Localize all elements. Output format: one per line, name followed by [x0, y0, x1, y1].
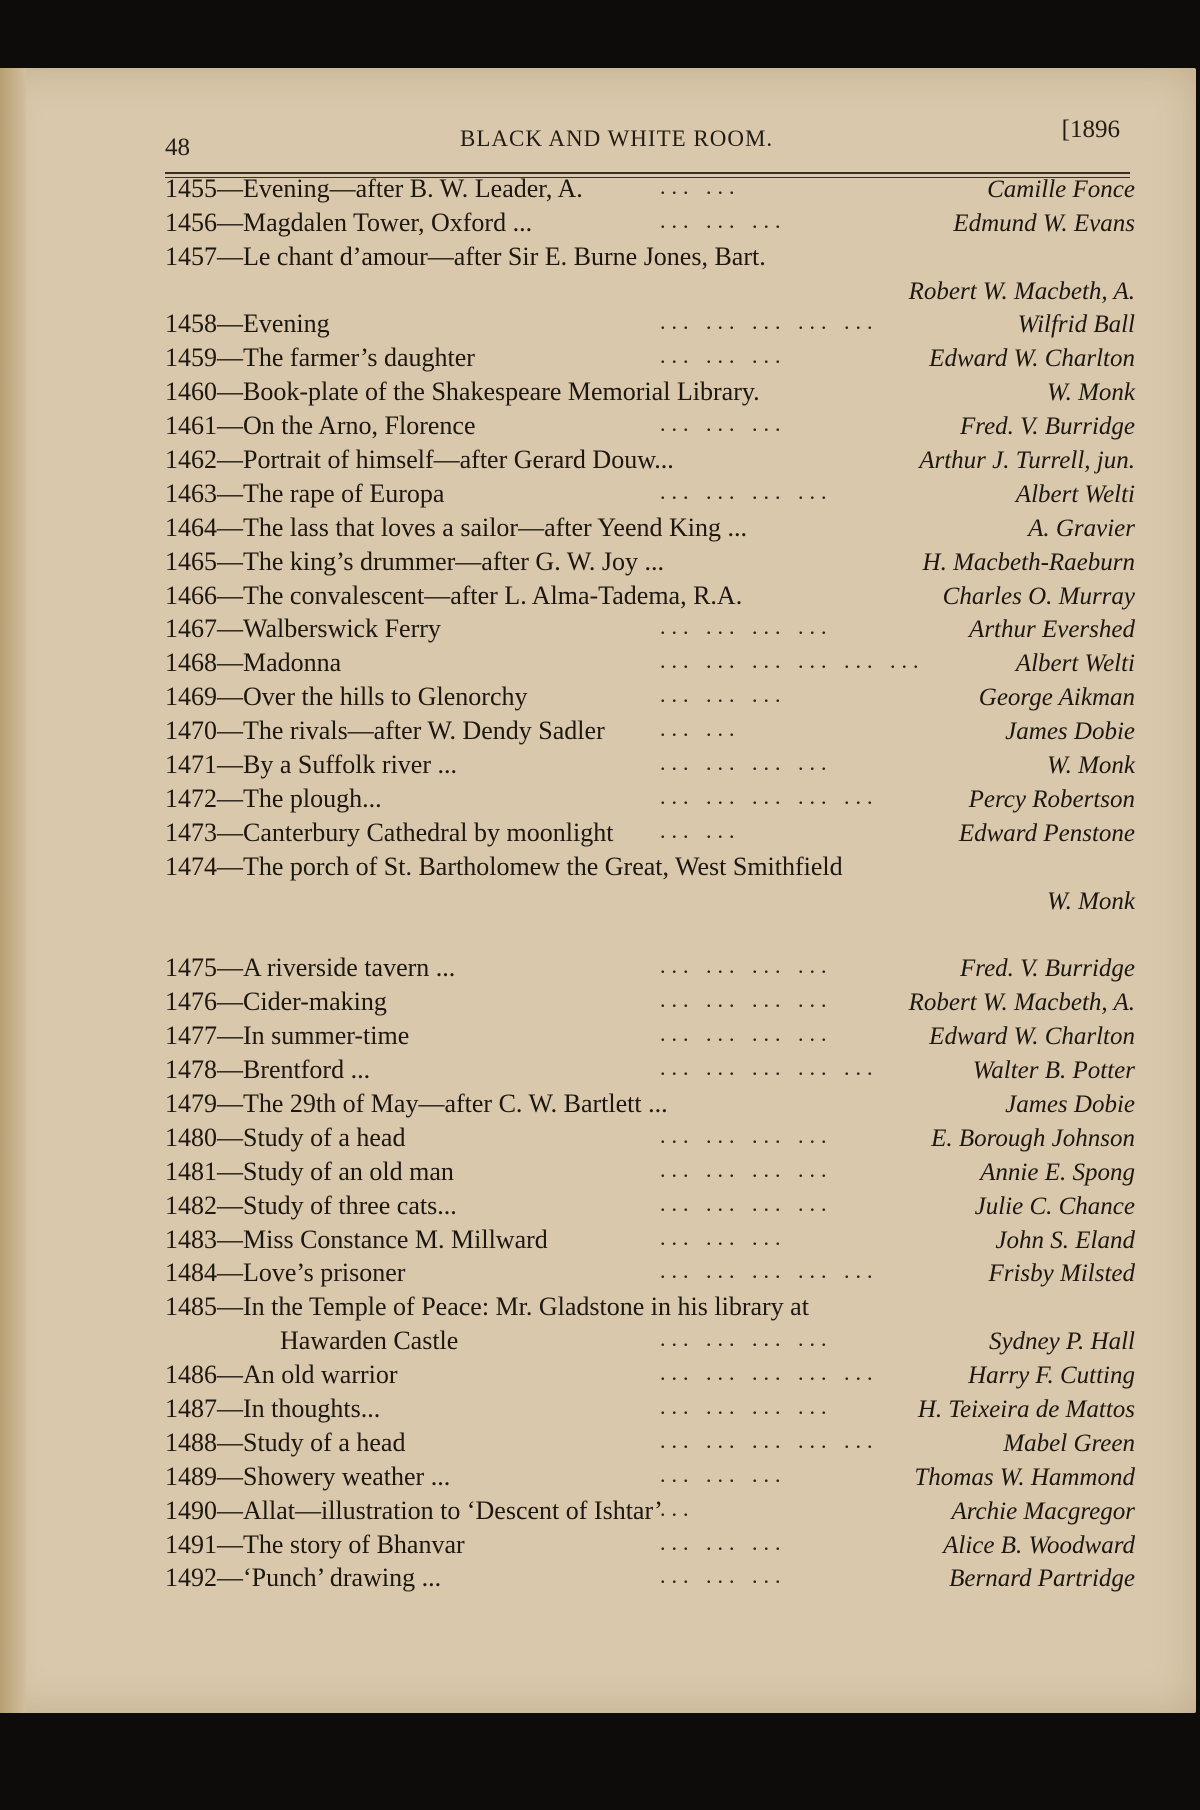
entry-artist: James Dobie — [1005, 1090, 1135, 1118]
catalogue-entry — [165, 308, 1135, 342]
leader-dots: ... ... ... — [660, 207, 787, 233]
entry-title: 1486—An old warrior — [165, 1360, 398, 1390]
leader-dots: ... ... ... ... ... — [660, 1427, 879, 1453]
entry-title: 1465—The king’s drummer—after G. W. Joy ... — [165, 546, 664, 576]
catalogue-entry — [165, 1460, 1135, 1494]
leader-dots: ... ... ... ... ... — [660, 309, 879, 335]
leader-dots: ... ... ... — [660, 1461, 787, 1487]
entry-title: 1472—The plough... — [165, 783, 382, 813]
page-gutter — [0, 68, 26, 1713]
catalogue-entry — [165, 816, 1135, 850]
leader-dots: ... ... ... ... — [660, 1190, 833, 1216]
entry-artist: Sydney P. Hall — [988, 1328, 1135, 1356]
year-marker: [1896 — [1061, 116, 1120, 143]
catalogue-entry — [165, 1290, 1135, 1324]
leader-dots: ... ... — [660, 817, 741, 843]
entry-artist: Harry F. Cutting — [968, 1362, 1135, 1390]
catalogue-entry — [165, 206, 1135, 240]
catalogue-entry — [165, 1155, 1135, 1189]
catalogue-entry — [165, 714, 1135, 748]
catalogue-entry — [165, 1392, 1135, 1426]
catalogue-entry — [165, 1257, 1135, 1291]
entry-title: 1474—The porch of St. Bartholomew the Great, West Smithfield — [165, 851, 843, 881]
entry-title: 1480—Study of a head — [165, 1122, 406, 1152]
catalogue-entry — [165, 375, 1135, 409]
entry-title: 1475—A riverside tavern ... — [165, 953, 456, 983]
catalogue-entry — [165, 409, 1135, 443]
leader-dots: ... ... ... ... ... ... — [660, 648, 925, 674]
leader-dots: ... ... — [660, 716, 741, 742]
catalogue-entry — [165, 579, 1135, 613]
entry-title: 1460—Book-plate of the Shakespeare Memorial Library. — [165, 377, 760, 407]
leader-dots: ... ... — [660, 173, 741, 199]
catalogue-entry — [165, 918, 1135, 952]
catalogue-entry — [165, 240, 1135, 274]
entry-artist: Albert Welti — [1015, 650, 1135, 678]
catalogue-entry — [165, 1121, 1135, 1155]
leader-dots: ... ... ... ... — [660, 750, 833, 776]
entry-artist: Albert Welti — [1015, 480, 1135, 508]
entry-artist: Fred. V. Burridge — [960, 413, 1135, 441]
catalogue-entry — [165, 951, 1135, 985]
entry-artist: Wilfrid Ball — [1017, 311, 1135, 339]
catalogue-entry — [165, 1358, 1135, 1392]
entry-title: 1455—Evening—after B. W. Leader, A. — [165, 173, 583, 203]
entry-artist: Edmund W. Evans — [953, 209, 1135, 237]
entry-artist: Arthur Evershed — [969, 616, 1135, 644]
entry-artist: Fred. V. Burridge — [960, 955, 1135, 983]
entry-title: 1470—The rivals—after W. Dendy Sadler — [165, 716, 605, 746]
leader-dots: ... ... ... ... — [660, 987, 833, 1013]
catalogue-entry — [165, 443, 1135, 477]
entry-title: 1479—The 29th of May—after C. W. Bartlett ... — [165, 1088, 668, 1118]
entry-artist: Edward W. Charlton — [929, 1023, 1135, 1051]
catalogue-entry — [165, 1426, 1135, 1460]
catalogue-entry — [165, 884, 1135, 918]
entry-artist: Walter B. Potter — [972, 1057, 1135, 1085]
entry-title: 1478—Brentford ... — [165, 1055, 371, 1085]
entry-title: 1488—Study of a head — [165, 1427, 406, 1457]
catalogue-entry — [165, 850, 1135, 884]
catalogue-entry — [165, 1053, 1135, 1087]
entry-artist: A. Gravier — [1028, 514, 1135, 542]
catalogue-entry — [165, 680, 1135, 714]
entry-title: 1456—Magdalen Tower, Oxford ... — [165, 207, 533, 237]
entry-artist: Charles O. Murray — [942, 582, 1135, 610]
leader-dots: ... ... ... ... — [660, 1122, 833, 1148]
catalogue-entry — [165, 1087, 1135, 1121]
entry-artist: W. Monk — [1047, 887, 1135, 915]
leader-dots: ... ... ... ... ... — [660, 1055, 879, 1081]
entry-artist: H. Teixeira de Mattos — [917, 1395, 1135, 1423]
entry-title: 1462—Portrait of himself—after Gerard Douw... — [165, 445, 674, 475]
leader-dots: ... ... ... ... ... — [660, 783, 879, 809]
entry-artist: Thomas W. Hammond — [914, 1463, 1135, 1491]
leader-dots: ... ... ... ... ... — [660, 1360, 879, 1386]
catalogue-entry — [165, 1562, 1135, 1596]
entry-title: 1466—The convalescent—after L. Alma-Tadema, R.A. — [165, 580, 743, 610]
entry-title: 1481—Study of an old man — [165, 1156, 454, 1186]
running-title: BLACK AND WHITE ROOM. — [460, 126, 774, 151]
catalogue-entry — [165, 274, 1135, 308]
catalogue-list — [165, 172, 1135, 1597]
entry-title: 1458—Evening — [165, 309, 330, 339]
catalogue-entry — [165, 1189, 1135, 1223]
entry-title: 1467—Walberswick Ferry — [165, 614, 441, 644]
entry-artist: Robert W. Macbeth, A. — [908, 277, 1135, 305]
catalogue-entry — [165, 511, 1135, 545]
catalogue-entry — [165, 545, 1135, 579]
leader-dots: ... ... ... ... — [660, 1021, 833, 1047]
leader-dots: ... ... ... ... — [660, 953, 833, 979]
entry-title: 1476—Cider-making — [165, 987, 387, 1017]
entry-title: 1483—Miss Constance M. Millward — [165, 1224, 548, 1254]
entry-title: 1469—Over the hills to Glenorchy — [165, 682, 528, 712]
leader-dots: ... ... ... ... — [660, 478, 833, 504]
entry-title: 1490—Allat—illustration to ‘Descent of Ishtar’ — [165, 1495, 663, 1525]
entry-artist: H. Macbeth-Raeburn — [922, 548, 1135, 576]
catalogue-entry — [165, 985, 1135, 1019]
catalogue-entry — [165, 477, 1135, 511]
entry-artist: John S. Eland — [995, 1226, 1135, 1254]
entry-title: 1473—Canterbury Cathedral by moonlight — [165, 817, 614, 847]
entry-title: 1457—Le chant d’amour—after Sir E. Burne Jones, Bart. — [165, 241, 766, 271]
entry-title: 1491—The story of Bhanvar — [165, 1529, 465, 1559]
entry-artist: Edward Penstone — [958, 819, 1135, 847]
leader-dots: ... ... ... ... — [660, 1393, 833, 1419]
entry-title: 1464—The lass that loves a sailor—after Yeend King ... — [165, 512, 748, 542]
leader-dots: ... ... ... — [660, 411, 787, 437]
catalogue-entry — [165, 613, 1135, 647]
entry-title: 1485—In the Temple of Peace: Mr. Gladstone in his library at — [165, 1292, 809, 1322]
leader-dots: ... ... ... ... ... — [660, 1258, 879, 1284]
catalogue-entry — [165, 1324, 1135, 1358]
entry-artist: Bernard Partridge — [949, 1565, 1135, 1593]
catalogue-entry — [165, 172, 1135, 206]
catalogue-entry — [165, 782, 1135, 816]
catalogue-entry — [165, 748, 1135, 782]
entry-artist: George Aikman — [978, 684, 1135, 712]
entry-artist: James Dobie — [1005, 718, 1135, 746]
entry-artist: W. Monk — [1047, 379, 1135, 407]
leader-dots: ... ... ... — [660, 682, 787, 708]
leader-dots: ... ... ... ... — [660, 1156, 833, 1182]
page-header — [150, 116, 1140, 161]
entry-artist: Annie E. Spong — [980, 1158, 1135, 1186]
leader-dots: ... — [660, 1495, 695, 1521]
entry-title: 1468—Madonna — [165, 648, 342, 678]
catalogue-entry — [165, 1019, 1135, 1053]
entry-artist: Camille Fonce — [987, 175, 1135, 203]
catalogue-entry — [165, 1223, 1135, 1257]
entry-artist: Percy Robertson — [968, 785, 1135, 813]
entry-title: 1477—In summer-time — [165, 1021, 410, 1051]
entry-title: 1492—‘Punch’ drawing ... — [165, 1563, 442, 1593]
leader-dots: ... ... ... ... — [660, 614, 833, 640]
entry-title: 1461—On the Arno, Florence — [165, 411, 476, 441]
entry-title: 1489—Showery weather ... — [165, 1461, 451, 1491]
catalogue-entry — [165, 341, 1135, 375]
entry-artist: Mabel Green — [1003, 1429, 1135, 1457]
catalogue-entry — [165, 1494, 1135, 1528]
entry-artist: Edward W. Charlton — [929, 345, 1135, 373]
entry-artist: Robert W. Macbeth, A. — [908, 989, 1135, 1017]
leader-dots: ... ... ... — [660, 1224, 787, 1250]
entry-title: 1471—By a Suffolk river ... — [165, 750, 457, 780]
leader-dots: ... ... ... — [660, 343, 787, 369]
entry-artist: E. Borough Johnson — [931, 1124, 1135, 1152]
entry-artist: Alice B. Woodward — [943, 1531, 1135, 1559]
page-number: 48 — [165, 134, 190, 161]
entry-artist: Frisby Milsted — [988, 1260, 1135, 1288]
catalogue-entry — [165, 1528, 1135, 1562]
entry-title: 1459—The farmer’s daughter — [165, 343, 475, 373]
catalogue-entry — [165, 646, 1135, 680]
entry-title: 1487—In thoughts... — [165, 1393, 381, 1423]
leader-dots: ... ... ... — [660, 1563, 787, 1589]
entry-title: Hawarden Castle — [280, 1326, 459, 1356]
entry-title: 1484—Love’s prisoner — [165, 1258, 406, 1288]
leader-dots: ... ... ... ... — [660, 1326, 833, 1352]
entry-artist: W. Monk — [1047, 752, 1135, 780]
entry-title: 1463—The rape of Europa — [165, 478, 445, 508]
entry-title: 1482—Study of three cats... — [165, 1190, 457, 1220]
entry-artist: Julie C. Chance — [974, 1192, 1135, 1220]
leader-dots: ... ... ... — [660, 1529, 787, 1555]
entry-artist: Arthur J. Turrell, jun. — [919, 447, 1135, 475]
entry-artist: Archie Macgregor — [951, 1497, 1135, 1525]
